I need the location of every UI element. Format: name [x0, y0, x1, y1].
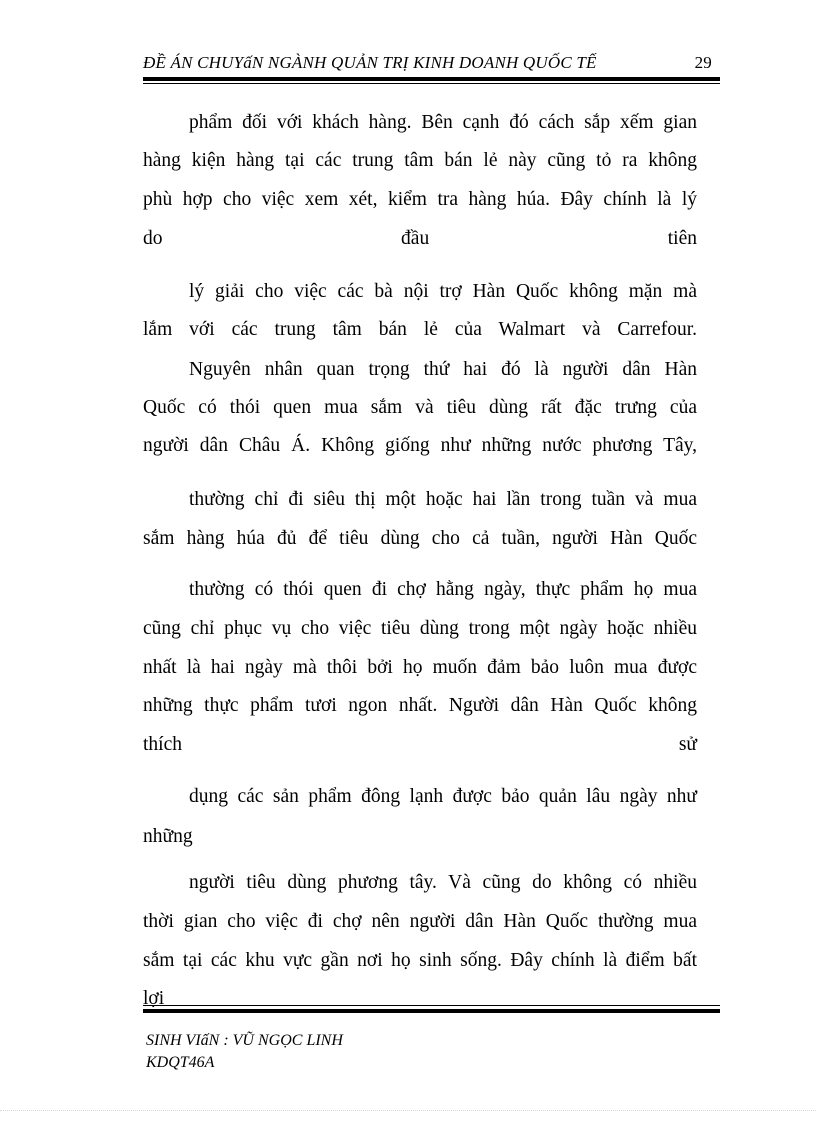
text-line: những thực phẩm tươi ngon nhất. Người dân Hàn Quốc không [143, 695, 697, 716]
text-line: Nguyên nhân quan trọng thứ hai đó là người dân Hàn [189, 359, 697, 380]
student-name: SINH VIấN : VŨ NGỌC LINH [146, 1032, 343, 1049]
text-line: Quốc có thói quen mua sắm và tiêu dùng rất đặc trưng của [143, 397, 697, 418]
text-line: sắm hàng húa đủ để tiêu dùng cho cả tuần, người Hàn Quốc [143, 528, 697, 549]
text-line: lý giải cho việc các bà nội trợ Hàn Quốc không mặn mà [189, 281, 697, 302]
text-line: do đầu tiên [143, 228, 697, 249]
header-rule-thin [143, 83, 720, 84]
header-rule-thick [143, 77, 720, 81]
text-line: thích sử [143, 734, 697, 755]
class-code: KDQT46A [146, 1054, 215, 1071]
text-line: những [143, 826, 193, 847]
text-line: cũng chỉ phục vụ cho việc tiêu dùng trong một ngày hoặc nhiều [143, 618, 697, 639]
page-edge-dots [0, 1110, 816, 1111]
document-title: ĐỀ ÁN CHUYấN NGÀNH QUẢN TRỊ KINH DOANH QUỐC TẾ [143, 53, 597, 72]
text-line: dụng các sản phẩm đông lạnh được bảo quản lâu ngày như [189, 786, 697, 807]
page-header [143, 50, 720, 76]
text-line: thời gian cho việc đi chợ nên người dân Hàn Quốc thường mua [143, 911, 697, 932]
text-line: thường có thói quen đi chợ hằng ngày, thực phẩm họ mua [189, 579, 697, 600]
footer-rule-thin [143, 1005, 720, 1006]
page-footer [146, 1030, 343, 1074]
text-line: thường chỉ đi siêu thị một hoặc hai lần trong tuần và mua [189, 489, 697, 510]
text-line: phẩm đối với khách hàng. Bên cạnh đó cách sắp xếm gian [189, 112, 697, 133]
footer-rule-thick [143, 1009, 720, 1013]
text-line: người dân Châu Á. Không giống như những nước phương Tây, [143, 435, 697, 456]
text-line: sắm tại các khu vực gần nơi họ sinh sống. Đây chính là điểm bất [143, 950, 697, 971]
text-line: nhất là hai ngày mà thôi bởi họ muốn đảm bảo luôn mua được [143, 657, 697, 678]
text-line: lắm với các trung tâm bán lẻ của Walmart và Carrefour. [143, 319, 697, 340]
text-line: lợi [143, 988, 165, 1009]
page-number: 29 [694, 53, 712, 72]
text-line: người tiêu dùng phương tây. Và cũng do không có nhiều [189, 872, 697, 893]
text-line: hàng kiện hàng tại các trung tâm bán lẻ này cũng tỏ ra không [143, 150, 697, 171]
text-line: phù hợp cho việc xem xét, kiểm tra hàng húa. Đây chính là lý [143, 189, 697, 210]
